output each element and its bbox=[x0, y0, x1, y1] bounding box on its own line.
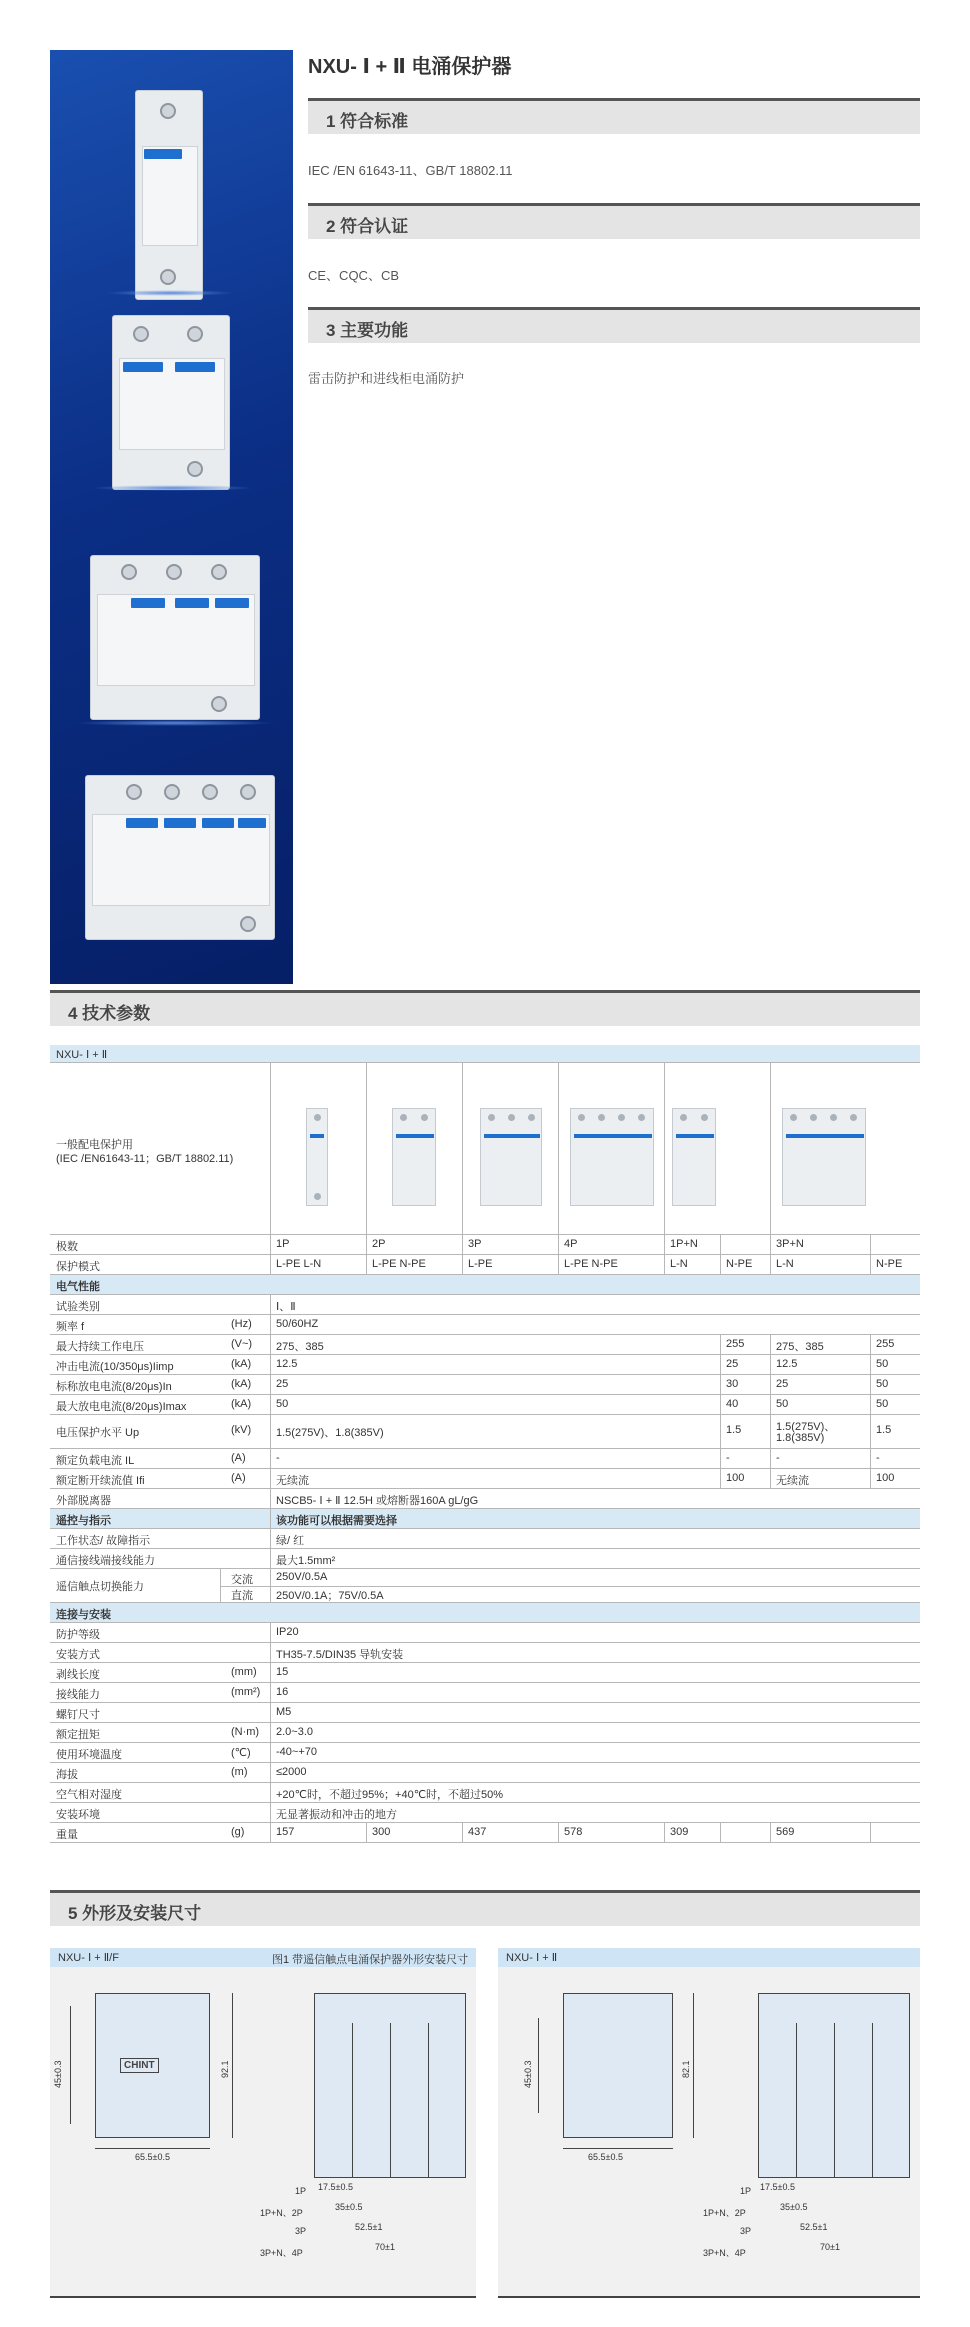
table-row bbox=[50, 1335, 920, 1355]
table-cell: 250V/0.5A bbox=[276, 1571, 328, 1583]
product-image-panel bbox=[50, 50, 293, 984]
dim-width-65-r: 65.5±0.5 bbox=[588, 2152, 623, 2162]
table-row bbox=[50, 1489, 920, 1509]
width-1p: 17.5±0.5 bbox=[318, 2182, 353, 2192]
table-cell: 1.5(275V)、 bbox=[776, 1421, 836, 1433]
table-cell: 40 bbox=[726, 1398, 739, 1410]
table-cell: 安装方式 bbox=[56, 1649, 100, 1661]
section-1-heading: 1 符合标准 bbox=[308, 98, 920, 134]
table-cell: 试验类别 bbox=[56, 1301, 100, 1313]
section-3-text: 雷击防护和进线柜电涌防护 bbox=[308, 371, 465, 386]
table-cell: N-PE bbox=[876, 1258, 903, 1270]
spd-1p-image bbox=[135, 90, 203, 300]
table-cell: 25 bbox=[776, 1378, 789, 1390]
table-cell: - bbox=[276, 1452, 280, 1464]
drawing-left-caption: 图1 带遥信触点电涌保护器外形安装尺寸 bbox=[272, 1954, 469, 1966]
table-cell: 3P+N bbox=[776, 1238, 804, 1250]
table-row bbox=[50, 1783, 920, 1803]
table-cell bbox=[225, 1783, 231, 1802]
dim-height-45: 45±0.3 bbox=[53, 2060, 63, 2088]
table-row bbox=[50, 1255, 920, 1275]
spd-1pn-thumb bbox=[672, 1108, 716, 1206]
table-cell: 255 bbox=[876, 1338, 895, 1350]
table-cell: 50 bbox=[876, 1398, 889, 1410]
table-cell: TH35-7.5/DIN35 导轨安装 bbox=[276, 1649, 404, 1661]
table-row bbox=[50, 1643, 920, 1663]
table-cell: - bbox=[776, 1452, 780, 1464]
section-2-heading: 2 符合认证 bbox=[308, 203, 920, 239]
spd-4p-image bbox=[85, 775, 275, 940]
width-4p: 70±1 bbox=[375, 2242, 395, 2252]
table-cell: 100 bbox=[726, 1472, 745, 1484]
table-cell: 螺钉尺寸 bbox=[56, 1709, 100, 1721]
table-cell: 100 bbox=[876, 1472, 895, 1484]
table-cell: - bbox=[876, 1452, 880, 1464]
table-cell: L-PE N-PE bbox=[372, 1258, 426, 1270]
drawing-left-header: NXU- Ⅰ + Ⅱ/F bbox=[58, 1952, 119, 1964]
table-cell: 最大放电电流(8/20μs)Imax bbox=[56, 1401, 187, 1413]
table-cell: 频率 f bbox=[56, 1321, 85, 1333]
table-cell bbox=[225, 1295, 231, 1314]
table-cell: L-N bbox=[670, 1258, 688, 1270]
table-cell: 25 bbox=[726, 1358, 739, 1370]
table-cell: (V~) bbox=[231, 1338, 253, 1350]
table-cell: -40~+70 bbox=[276, 1746, 317, 1758]
section-1-text: IEC /EN 61643-11、GB/T 18802.11 bbox=[308, 163, 513, 178]
table-cell bbox=[225, 1703, 231, 1722]
table-cell: 绿/ 红 bbox=[276, 1535, 305, 1547]
width-2p-r: 35±0.5 bbox=[780, 2202, 808, 2212]
table-cell: 极数 bbox=[56, 1241, 78, 1253]
table-row bbox=[50, 1375, 920, 1395]
table-cell: L-PE L-N bbox=[276, 1258, 322, 1270]
table-row bbox=[50, 1395, 920, 1415]
width-2p: 35±0.5 bbox=[335, 2202, 363, 2212]
table-cell bbox=[225, 1643, 231, 1662]
table-cell: 4P bbox=[564, 1238, 578, 1250]
table-row bbox=[50, 1355, 920, 1375]
table-cell: (g) bbox=[231, 1826, 245, 1838]
table-cell: (A) bbox=[231, 1472, 246, 1484]
table-row bbox=[50, 1663, 920, 1683]
table-cell bbox=[225, 1529, 231, 1548]
table-cell: (kV) bbox=[231, 1424, 252, 1436]
table-cell: 交流 bbox=[231, 1574, 253, 1586]
table-cell: IP20 bbox=[276, 1626, 299, 1638]
spd-2p-thumb bbox=[392, 1108, 436, 1206]
table-row bbox=[50, 1275, 920, 1295]
table-cell: 接线能力 bbox=[56, 1689, 100, 1701]
table-cell bbox=[225, 1623, 231, 1642]
table-cell: M5 bbox=[276, 1706, 292, 1718]
section-4-heading: 4 技术参数 bbox=[50, 990, 920, 1026]
table-cell: 16 bbox=[276, 1686, 289, 1698]
table-row bbox=[50, 1683, 920, 1703]
table-cell: 额定断开续流值 Ifi bbox=[56, 1475, 145, 1487]
table-cell: ≤2000 bbox=[276, 1766, 307, 1778]
table-row bbox=[50, 1549, 920, 1569]
product-title: NXU- Ⅰ + Ⅱ 电涌保护器 bbox=[308, 56, 512, 78]
table-cell: 30 bbox=[726, 1378, 739, 1390]
table-cell: 250V/0.1A；75V/0.5A bbox=[276, 1590, 384, 1602]
dim-height-92: 92.1 bbox=[220, 2060, 230, 2078]
table-cell: 空气相对湿度 bbox=[56, 1789, 122, 1801]
width-3p-r: 52.5±1 bbox=[800, 2222, 828, 2232]
table-cell: 275、385 bbox=[776, 1341, 824, 1353]
table-cell bbox=[225, 1549, 231, 1568]
table-cell: 1P+N bbox=[670, 1238, 698, 1250]
table-cell bbox=[225, 1255, 231, 1274]
table-cell: 12.5 bbox=[776, 1358, 798, 1370]
table-cell: 50 bbox=[876, 1358, 889, 1370]
section-2-text: CE、CQC、CB bbox=[308, 268, 400, 283]
model-band: NXU- Ⅰ + Ⅱ bbox=[50, 1045, 920, 1063]
table-cell: (kA) bbox=[231, 1358, 252, 1370]
table-row bbox=[50, 1315, 920, 1335]
table-cell: 安装环境 bbox=[56, 1809, 100, 1821]
table-cell bbox=[225, 1803, 231, 1822]
table-row bbox=[50, 1235, 920, 1255]
table-cell: 1.5 bbox=[726, 1424, 742, 1436]
table-row bbox=[50, 1449, 920, 1469]
table-row bbox=[50, 1703, 920, 1723]
table-cell: 直流 bbox=[231, 1590, 253, 1602]
table-cell: 遥控与指示 bbox=[56, 1515, 111, 1527]
table-cell: 437 bbox=[468, 1826, 487, 1838]
table-cell: 255 bbox=[726, 1338, 745, 1350]
table-cell: L-PE bbox=[468, 1258, 493, 1270]
table-cell: 2P bbox=[372, 1238, 386, 1250]
table-cell: (mm²) bbox=[231, 1686, 261, 1698]
table-cell: 冲击电流(10/350μs)Iimp bbox=[56, 1361, 174, 1373]
table-cell: 该功能可以根据需要选择 bbox=[276, 1515, 397, 1527]
width-4p-r: 70±1 bbox=[820, 2242, 840, 2252]
drawing-right-header: NXU- Ⅰ + Ⅱ bbox=[506, 1952, 558, 1964]
table-cell: 外部脱离器 bbox=[56, 1495, 111, 1507]
legend-4p: 3P+N、4P bbox=[260, 2248, 303, 2258]
legend-3p-r: 3P bbox=[740, 2226, 752, 2236]
spd-3pn-thumb bbox=[782, 1108, 866, 1206]
dim-height-45-r: 45±0.3 bbox=[523, 2060, 533, 2088]
table-cell: 50/60HZ bbox=[276, 1318, 319, 1330]
table-cell: 569 bbox=[776, 1826, 795, 1838]
table-row bbox=[50, 1603, 920, 1623]
table-row bbox=[50, 1295, 920, 1315]
legend-4p-r: 3P+N、4P bbox=[703, 2248, 746, 2258]
table-row bbox=[50, 1803, 920, 1823]
table-cell: 300 bbox=[372, 1826, 391, 1838]
table-cell: 275、385 bbox=[276, 1341, 324, 1353]
table-cell: 578 bbox=[564, 1826, 583, 1838]
spd-1p-thumb bbox=[306, 1108, 328, 1206]
table-cell: 标称放电电流(8/20μs)In bbox=[56, 1381, 172, 1393]
table-cell: 1.8(385V) bbox=[776, 1432, 825, 1444]
spd-3p-image bbox=[90, 555, 260, 720]
table-row bbox=[50, 1509, 920, 1529]
table-cell: 1P bbox=[276, 1238, 290, 1250]
table-cell: 重量 bbox=[56, 1829, 78, 1841]
table-cell: 15 bbox=[276, 1666, 289, 1678]
table-cell: 3P bbox=[468, 1238, 482, 1250]
table-cell: (N·m) bbox=[231, 1726, 260, 1738]
table-row bbox=[50, 1823, 920, 1843]
table-row bbox=[50, 1623, 920, 1643]
table-cell: 157 bbox=[276, 1826, 295, 1838]
table-cell: 海拔 bbox=[56, 1769, 78, 1781]
table-row bbox=[50, 1469, 920, 1489]
table-row bbox=[50, 1569, 920, 1603]
width-3p: 52.5±1 bbox=[355, 2222, 383, 2232]
legend-2p: 1P+N、2P bbox=[260, 2208, 303, 2218]
width-1p-r: 17.5±0.5 bbox=[760, 2182, 795, 2192]
table-cell: (kA) bbox=[231, 1398, 252, 1410]
table-cell: 电压保护水平 Up bbox=[56, 1427, 140, 1439]
table-cell: Ⅰ、Ⅱ bbox=[276, 1301, 296, 1313]
table-cell: 50 bbox=[276, 1398, 289, 1410]
legend-1p: 1P bbox=[295, 2186, 307, 2196]
table-cell: 50 bbox=[876, 1378, 889, 1390]
drawing-left bbox=[50, 1948, 476, 2298]
table-cell: 最大持续工作电压 bbox=[56, 1341, 144, 1353]
table-cell: 2.0~3.0 bbox=[276, 1726, 314, 1738]
table-cell: 防护等级 bbox=[56, 1629, 100, 1641]
table-cell: 无续流 bbox=[276, 1475, 309, 1487]
drawing-right bbox=[498, 1948, 920, 2298]
table-cell: 电气性能 bbox=[56, 1281, 100, 1293]
table-cell: (m) bbox=[231, 1766, 248, 1778]
application-label: 一般配电保护用 bbox=[56, 1139, 133, 1151]
legend-3p: 3P bbox=[295, 2226, 307, 2236]
table-row bbox=[50, 1415, 920, 1449]
table-cell: L-N bbox=[776, 1258, 794, 1270]
table-cell: 50 bbox=[776, 1398, 789, 1410]
table-cell: 最大1.5mm² bbox=[276, 1555, 336, 1567]
table-cell: (Hz) bbox=[231, 1318, 252, 1330]
legend-2p-r: 1P+N、2P bbox=[703, 2208, 746, 2218]
table-cell: 无续流 bbox=[776, 1475, 809, 1487]
table-cell: 连接与安装 bbox=[56, 1609, 111, 1621]
table-cell: 额定扭矩 bbox=[56, 1729, 100, 1741]
table-cell: (A) bbox=[231, 1452, 246, 1464]
table-cell bbox=[225, 1489, 231, 1508]
table-cell: (kA) bbox=[231, 1378, 252, 1390]
table-cell: 25 bbox=[276, 1378, 289, 1390]
table-cell: (℃) bbox=[231, 1747, 251, 1759]
table-cell: 无显著振动和冲击的地方 bbox=[276, 1809, 397, 1821]
spd-2p-image bbox=[112, 315, 230, 490]
table-cell: 剥线长度 bbox=[56, 1669, 100, 1681]
table-row bbox=[50, 1723, 920, 1743]
spd-3p-thumb bbox=[480, 1108, 542, 1206]
table-cell: 遥信触点切换能力 bbox=[56, 1581, 144, 1593]
table-cell bbox=[225, 1235, 231, 1254]
table-row bbox=[50, 1529, 920, 1549]
table-cell: 通信接线端接线能力 bbox=[56, 1555, 155, 1567]
table-cell: 额定负载电流 IL bbox=[56, 1455, 135, 1467]
table-cell: +20℃时，不超过95%；+40℃时，不超过50% bbox=[276, 1789, 504, 1801]
section-5-heading: 5 外形及安装尺寸 bbox=[50, 1890, 920, 1926]
table-cell: 使用环境温度 bbox=[56, 1749, 122, 1761]
table-cell: 1.5 bbox=[876, 1424, 892, 1436]
section-3-heading: 3 主要功能 bbox=[308, 307, 920, 343]
table-cell: L-PE N-PE bbox=[564, 1258, 618, 1270]
table-cell: 1.5(275V)、1.8(385V) bbox=[276, 1427, 384, 1439]
legend-1p-r: 1P bbox=[740, 2186, 752, 2196]
table-cell: 12.5 bbox=[276, 1358, 298, 1370]
spd-4p-thumb bbox=[570, 1108, 654, 1206]
dim-width-65: 65.5±0.5 bbox=[135, 2152, 170, 2162]
table-cell: (mm) bbox=[231, 1666, 257, 1678]
table-cell: - bbox=[726, 1452, 730, 1464]
table-cell: 工作状态/ 故障指示 bbox=[56, 1535, 151, 1547]
table-cell: NSCB5- Ⅰ + Ⅱ 12.5H 或熔断器160A gL/gG bbox=[276, 1495, 479, 1507]
standard-label: (IEC /EN61643-11；GB/T 18802.11) bbox=[56, 1153, 234, 1165]
side-view-right bbox=[563, 1993, 673, 2138]
application-row bbox=[50, 1063, 920, 1235]
dim-height-82: 82.1 bbox=[681, 2060, 691, 2078]
table-row bbox=[50, 1763, 920, 1783]
table-row bbox=[50, 1743, 920, 1763]
table-cell: 309 bbox=[670, 1826, 689, 1838]
brand-logo: CHINT bbox=[120, 2058, 159, 2073]
table-cell: N-PE bbox=[726, 1258, 753, 1270]
table-cell: 保护模式 bbox=[56, 1261, 100, 1273]
